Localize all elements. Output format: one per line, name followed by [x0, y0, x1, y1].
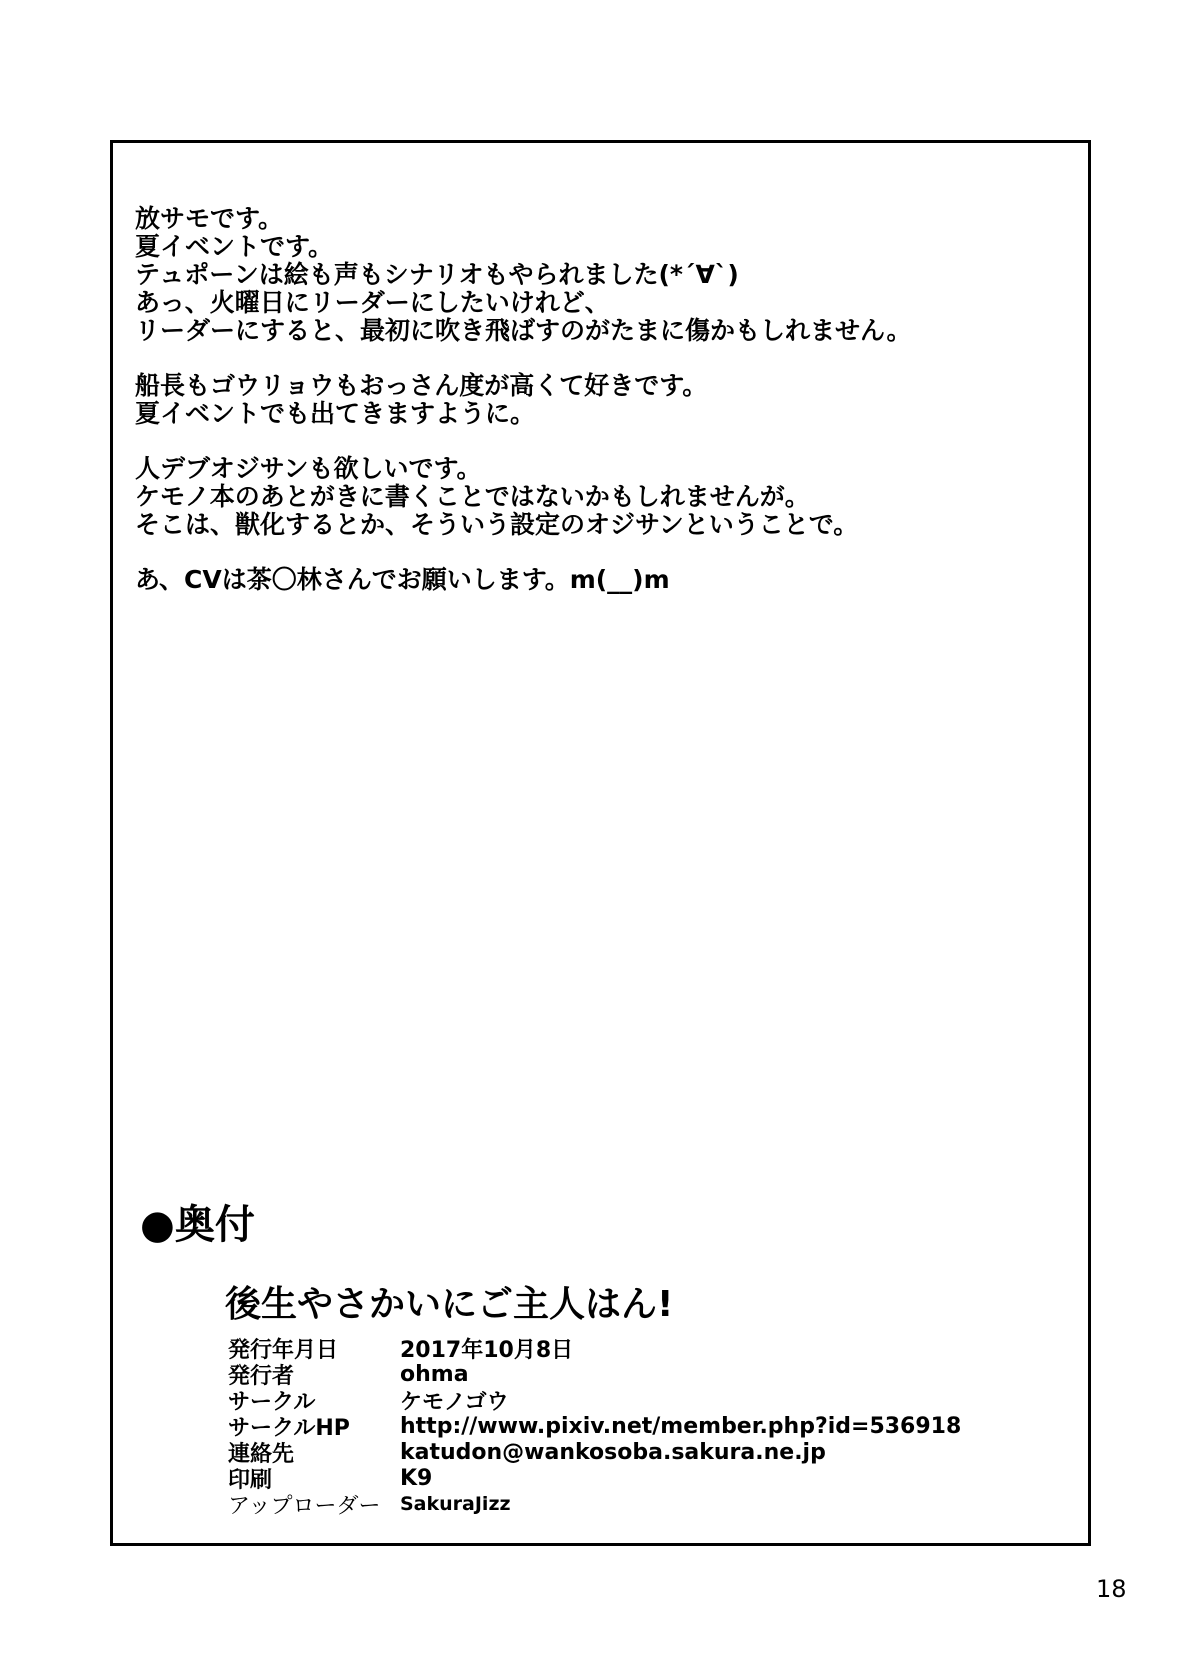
afterword-line: 人デブオジサンも欲しいです。 [135, 454, 482, 483]
afterword-line: テュポーンは絵も声もシナリオもやられました(*´∀`) [135, 260, 739, 289]
afterword-line: ケモノ本のあとがきに書くことではないかもしれませんが。 [135, 482, 810, 511]
colophon-label: サークルHP [228, 1415, 350, 1441]
colophon-row-publisher [228, 1361, 961, 1387]
colophon-label: 印刷 [228, 1467, 273, 1493]
afterword-line: そこは、獣化するとか、そういう設定のオジサンということで。 [135, 510, 859, 539]
afterword-paragraph [135, 566, 1065, 594]
colophon-label: アップローダー [228, 1493, 381, 1519]
afterword-line: 放サモです。 [135, 204, 284, 233]
afterword-line: 船長もゴウリョウもおっさん度が高くて好きです。 [135, 371, 708, 400]
colophon-value: http://www.pixiv.net/member.php?id=536918 [400, 1413, 962, 1439]
colophon-value: K9 [400, 1465, 433, 1491]
colophon-label: サークル [228, 1389, 316, 1415]
afterword-line: あっ、火曜日にリーダーにしたいけれど、 [135, 288, 610, 317]
colophon-value: ohma [400, 1361, 469, 1387]
colophon-value: ケモノゴウ [400, 1389, 509, 1415]
colophon-row-circle [228, 1387, 961, 1413]
colophon-row-printer [228, 1465, 961, 1491]
page-number: 18 [1096, 1575, 1127, 1603]
colophon-row-uploader [228, 1491, 961, 1517]
colophon-value: 2017年10月8日 [400, 1337, 574, 1363]
afterword-line: 夏イベントでも出てきますように。 [135, 399, 536, 428]
afterword-line: リーダーにすると、最初に吹き飛ばすのがたまに傷かもしれません。 [135, 316, 912, 345]
afterword-paragraph [135, 455, 1065, 539]
colophon-info [228, 1335, 961, 1517]
afterword-paragraph [135, 372, 1065, 428]
colophon-row-contact [228, 1439, 961, 1465]
afterword-line: あ、CVは茶〇林さんでお願いします。m(__)m [135, 565, 670, 594]
colophon-value: SakuraJizz [400, 1493, 511, 1515]
colophon-heading: ●奥付 [140, 1202, 255, 1248]
afterword-line: 夏イベントです。 [135, 232, 334, 261]
colophon-label: 発行年月日 [228, 1337, 339, 1363]
afterword-paragraph [135, 205, 1065, 345]
afterword [135, 205, 1065, 621]
colophon-row-circle-hp [228, 1413, 961, 1439]
colophon-value: katudon@wankosoba.sakura.ne.jp [400, 1439, 826, 1465]
book-title: 後生やさかいにご主人はん! [225, 1284, 674, 1325]
colophon-row-publish-date [228, 1335, 961, 1361]
colophon-label: 発行者 [228, 1363, 295, 1389]
colophon-label: 連絡先 [228, 1441, 295, 1467]
